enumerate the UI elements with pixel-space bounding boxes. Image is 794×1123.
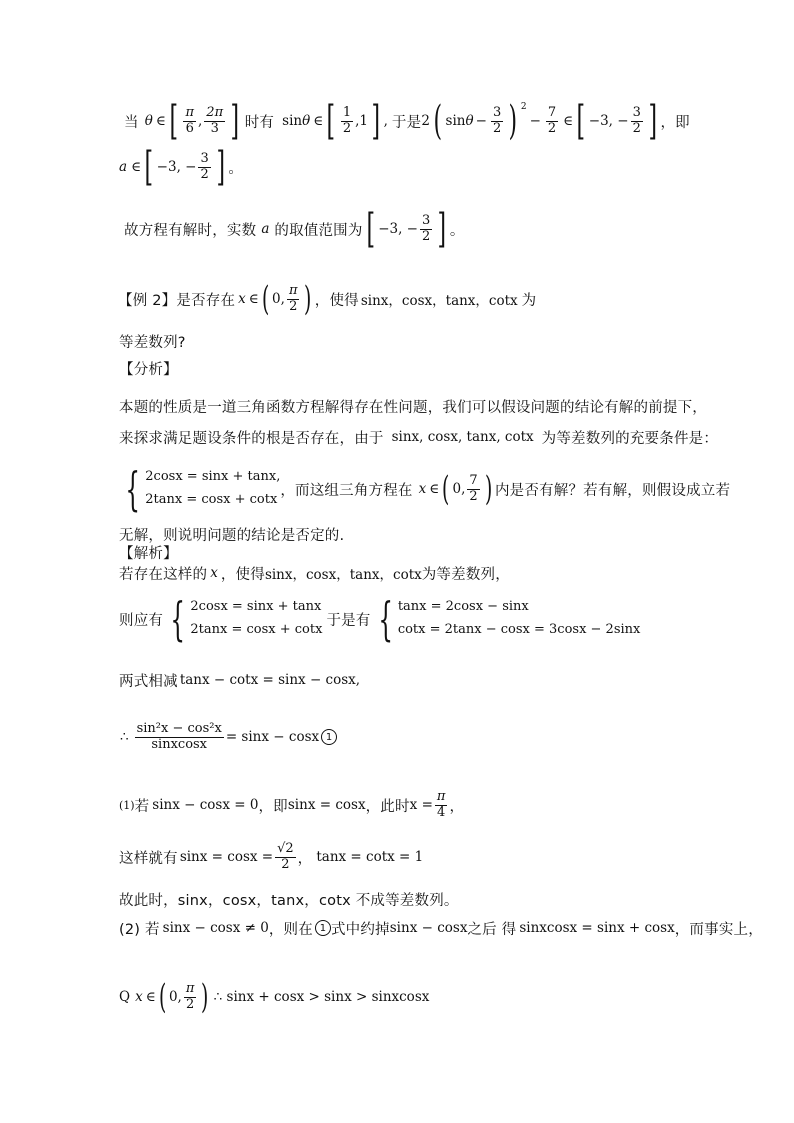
- equation-system-2: { tanx = 2cosx − sinx cotx = 2tanx − cosx = 3cosx − 2sinx: [377, 592, 641, 646]
- math-sin: sin: [445, 113, 466, 129]
- text: 无解，则说明问题的结论是否定的.: [119, 527, 345, 544]
- paren-left: (: [158, 977, 166, 1017]
- text: 两式相减: [119, 673, 178, 690]
- fraction-pi-2: $\frac{\pi}{2}$: [288, 282, 298, 314]
- fraction-3-2: $\frac{3}{2}$: [421, 212, 431, 244]
- bracket-right: ]: [216, 144, 225, 190]
- math-text: ,1: [355, 113, 369, 129]
- text: ，此时: [365, 798, 410, 815]
- math-sin: sin: [282, 113, 303, 129]
- bracket-right: ]: [230, 98, 240, 144]
- para-2: [119, 144, 243, 190]
- text: 于是: [391, 114, 422, 131]
- example-2-heading: [118, 278, 536, 320]
- math-minus: −: [475, 113, 487, 129]
- text: 这样就有: [119, 850, 178, 867]
- math-text: sinx，cosx，tanx，cotx: [360, 293, 518, 309]
- text: ，: [297, 850, 313, 867]
- solution-line-5: [119, 836, 423, 878]
- solution-line-6: [119, 889, 459, 909]
- bracket-right: ]: [371, 98, 381, 144]
- bracket-left: [: [366, 206, 375, 252]
- case-1: [119, 785, 464, 825]
- math-exponent: 2: [520, 102, 527, 112]
- example-label: 【例 2】: [118, 292, 177, 309]
- math-in: ∈: [155, 113, 166, 129]
- text: 的取值范围为: [274, 222, 363, 239]
- case-number: (1): [119, 798, 135, 812]
- circled-one: 1: [315, 920, 331, 936]
- text: 若: [134, 798, 150, 815]
- text: 故此时，sinx，cosx，tanx，cotx 不成等差数列。: [119, 892, 459, 909]
- math-q: Q: [119, 989, 131, 1005]
- fraction-3-2: $\frac{3}{2}$: [632, 104, 641, 136]
- equation-system-1: { 2cosx = sinx + tanx 2tanx = cosx + cotx: [170, 592, 323, 646]
- equation: tanx = cotx = 1: [316, 849, 424, 865]
- text: 故方程有解时，实数: [124, 222, 257, 239]
- text: 若存在这样的: [119, 566, 208, 583]
- section-label: 【解析】: [119, 545, 178, 562]
- equation: sinxcosx = sinx + cosx: [519, 920, 675, 936]
- analysis-line-1: [119, 396, 707, 416]
- text: ，使得: [314, 292, 359, 309]
- math-theta: θ: [144, 113, 153, 129]
- math-a: a: [261, 221, 270, 237]
- text: 时有: [244, 114, 275, 131]
- text: 。: [228, 160, 244, 177]
- text: ，即: [258, 798, 288, 815]
- para-1: 当 θ ∈ [ $\frac{\pi}{6}$ , $\frac{2\pi}{3}$ ] 时有 sin θ ∈ [ $\frac{1}{2}$ ,1 ] , 于是 2 ( sin θ − $\frac{3}{2}$ ) $^2$ − $\frac{7}{2}$ ∈ [ −3, − $\frac{3}{2}$ ] ，即: [124, 98, 690, 144]
- bracket-left: [: [326, 98, 336, 144]
- equation: cotx = 2tanx − cosx = 3cosx − 2sinx: [397, 622, 641, 637]
- para-3: [124, 206, 465, 252]
- fraction-7-2: $\frac{7}{2}$: [469, 472, 478, 504]
- equation: tanx − cotx = sinx − cosx,: [179, 672, 361, 688]
- final-line: [119, 976, 429, 1018]
- text: ，则在: [268, 921, 313, 938]
- math-text: 0,: [272, 291, 285, 307]
- example-2-line2: [119, 331, 186, 351]
- fraction-pi-2: $\frac{\pi}{2}$: [185, 980, 195, 1012]
- fraction-3-2: $\frac{3}{2}$: [200, 150, 209, 182]
- math-text: sinx，cosx，tanx，cotx: [264, 567, 422, 583]
- bracket-right: ]: [437, 206, 447, 252]
- math-in: ∈: [248, 291, 259, 307]
- solution-line-3: [119, 670, 360, 690]
- math-text: sinx, cosx, tanx, cotx: [391, 429, 534, 445]
- text: 内是否有解？若有解，则假设成立若: [494, 482, 731, 499]
- paren-right: ): [304, 279, 312, 319]
- equation: ∴ sinx + cosx > sinx > sinxcosx: [213, 989, 430, 1005]
- fraction-pi-4: $\frac{\pi}{4}$: [436, 788, 446, 820]
- text: 当: [124, 114, 139, 131]
- fraction-2pi-3: $\frac{2\pi}{3}$: [206, 104, 224, 136]
- math-x: x: [238, 291, 246, 307]
- paren-right: ): [201, 977, 209, 1017]
- equation: sinx − cosx: [389, 920, 468, 936]
- math-theta: θ: [465, 113, 474, 129]
- solution-label: [119, 542, 178, 562]
- equation-system: { 2cosx = sinx + tanx, 2tanx = cosx + cotx: [125, 462, 281, 516]
- fraction-1-2: $\frac{1}{2}$: [342, 104, 352, 136]
- math-text: 0,: [168, 989, 182, 1005]
- therefore-symbol: ∴: [120, 729, 129, 745]
- math-text: 0,: [452, 481, 466, 497]
- text: 为等差数列，: [421, 566, 510, 583]
- text: 式中约掉: [330, 921, 390, 938]
- equation: sinx − cosx = 0: [152, 797, 259, 813]
- math-in: ∈: [563, 113, 574, 129]
- math-num: 2: [421, 113, 430, 129]
- equation: sinx = cosx =: [179, 849, 274, 865]
- text: ，使得: [220, 566, 265, 583]
- equation: 2cosx = sinx + tanx: [190, 599, 322, 615]
- text: 。: [449, 222, 465, 239]
- equation: 2tanx = cosx + cotx: [190, 622, 323, 637]
- equation: 2tanx = cosx + cotx: [145, 492, 278, 507]
- text: 为: [521, 292, 537, 309]
- math-minus: −: [529, 113, 541, 129]
- text: 是否存在: [176, 292, 236, 309]
- equation: x =: [409, 797, 433, 813]
- section-label: 【分析】: [119, 361, 178, 378]
- text: 于是有: [326, 612, 371, 629]
- math-in: ∈: [429, 481, 440, 497]
- text: 为等差数列的充要条件是：: [541, 430, 719, 447]
- math-x: x: [210, 565, 218, 581]
- math-in: ∈: [313, 113, 324, 129]
- paren-right: ): [484, 469, 492, 509]
- equation: tanx = 2cosx − sinx: [397, 599, 529, 615]
- math-in: ∈: [145, 989, 156, 1005]
- fraction-7-2: $\frac{7}{2}$: [547, 104, 557, 136]
- text: 本题的性质是一道三角函数方程解得存在性问题，我们可以假设问题的结论有解的前提下，: [119, 399, 707, 416]
- math-a: a: [119, 159, 128, 175]
- text: 之后 得: [467, 921, 517, 938]
- text: 来探求满足题设条件的根是否存在，由于: [119, 430, 384, 447]
- text: ，而这组三角方程在: [280, 482, 413, 499]
- bracket-left: [: [576, 98, 586, 144]
- fraction-pi-6: $\frac{\pi}{6}$: [185, 104, 194, 136]
- text: ，: [449, 798, 465, 815]
- analysis-line-2: [119, 427, 718, 447]
- equation: sinx = cosx: [287, 797, 366, 813]
- text: (2) 若: [119, 921, 160, 938]
- equation: = sinx − cosx: [225, 729, 320, 745]
- fraction-3-2: $\frac{3}{2}$: [492, 104, 502, 136]
- equation: sinx − cosx ≠ 0: [162, 920, 269, 936]
- bracket-left: [: [169, 98, 178, 144]
- math-text: −3, −: [378, 221, 418, 237]
- fraction-sin2-cos2: $\frac{\text{sin²x − cos²x}}{\text{sinxcosx}}$: [136, 720, 222, 752]
- math-theta: θ: [302, 113, 311, 129]
- text: ，而事实上，: [674, 921, 763, 938]
- bracket-left: [: [144, 144, 154, 190]
- fraction-sqrt2-2: $\frac{√2}{2}$: [277, 840, 294, 872]
- text: 则应有: [119, 612, 164, 629]
- solution-system: [119, 594, 640, 644]
- circled-one: 1: [321, 729, 337, 745]
- equation: 2cosx = sinx + tanx,: [145, 469, 281, 485]
- math-x: x: [418, 481, 427, 497]
- solution-line-1: [119, 563, 510, 583]
- paren-left: (: [442, 469, 450, 509]
- math-in: ∈: [131, 159, 142, 175]
- paren-right: ): [508, 98, 518, 144]
- analysis-label: [119, 358, 178, 378]
- analysis-system: [118, 464, 730, 514]
- case-2: [119, 918, 763, 938]
- solution-fraction-eq: [120, 716, 337, 758]
- math-text: −3, −: [156, 159, 197, 175]
- math-text: −3, −: [588, 113, 629, 129]
- text: 等差数列?: [119, 334, 186, 351]
- paren-left: (: [261, 279, 270, 319]
- text: ，即: [660, 114, 690, 131]
- bracket-right: ]: [648, 98, 657, 144]
- math-x: x: [135, 989, 143, 1005]
- paren-left: (: [433, 98, 443, 144]
